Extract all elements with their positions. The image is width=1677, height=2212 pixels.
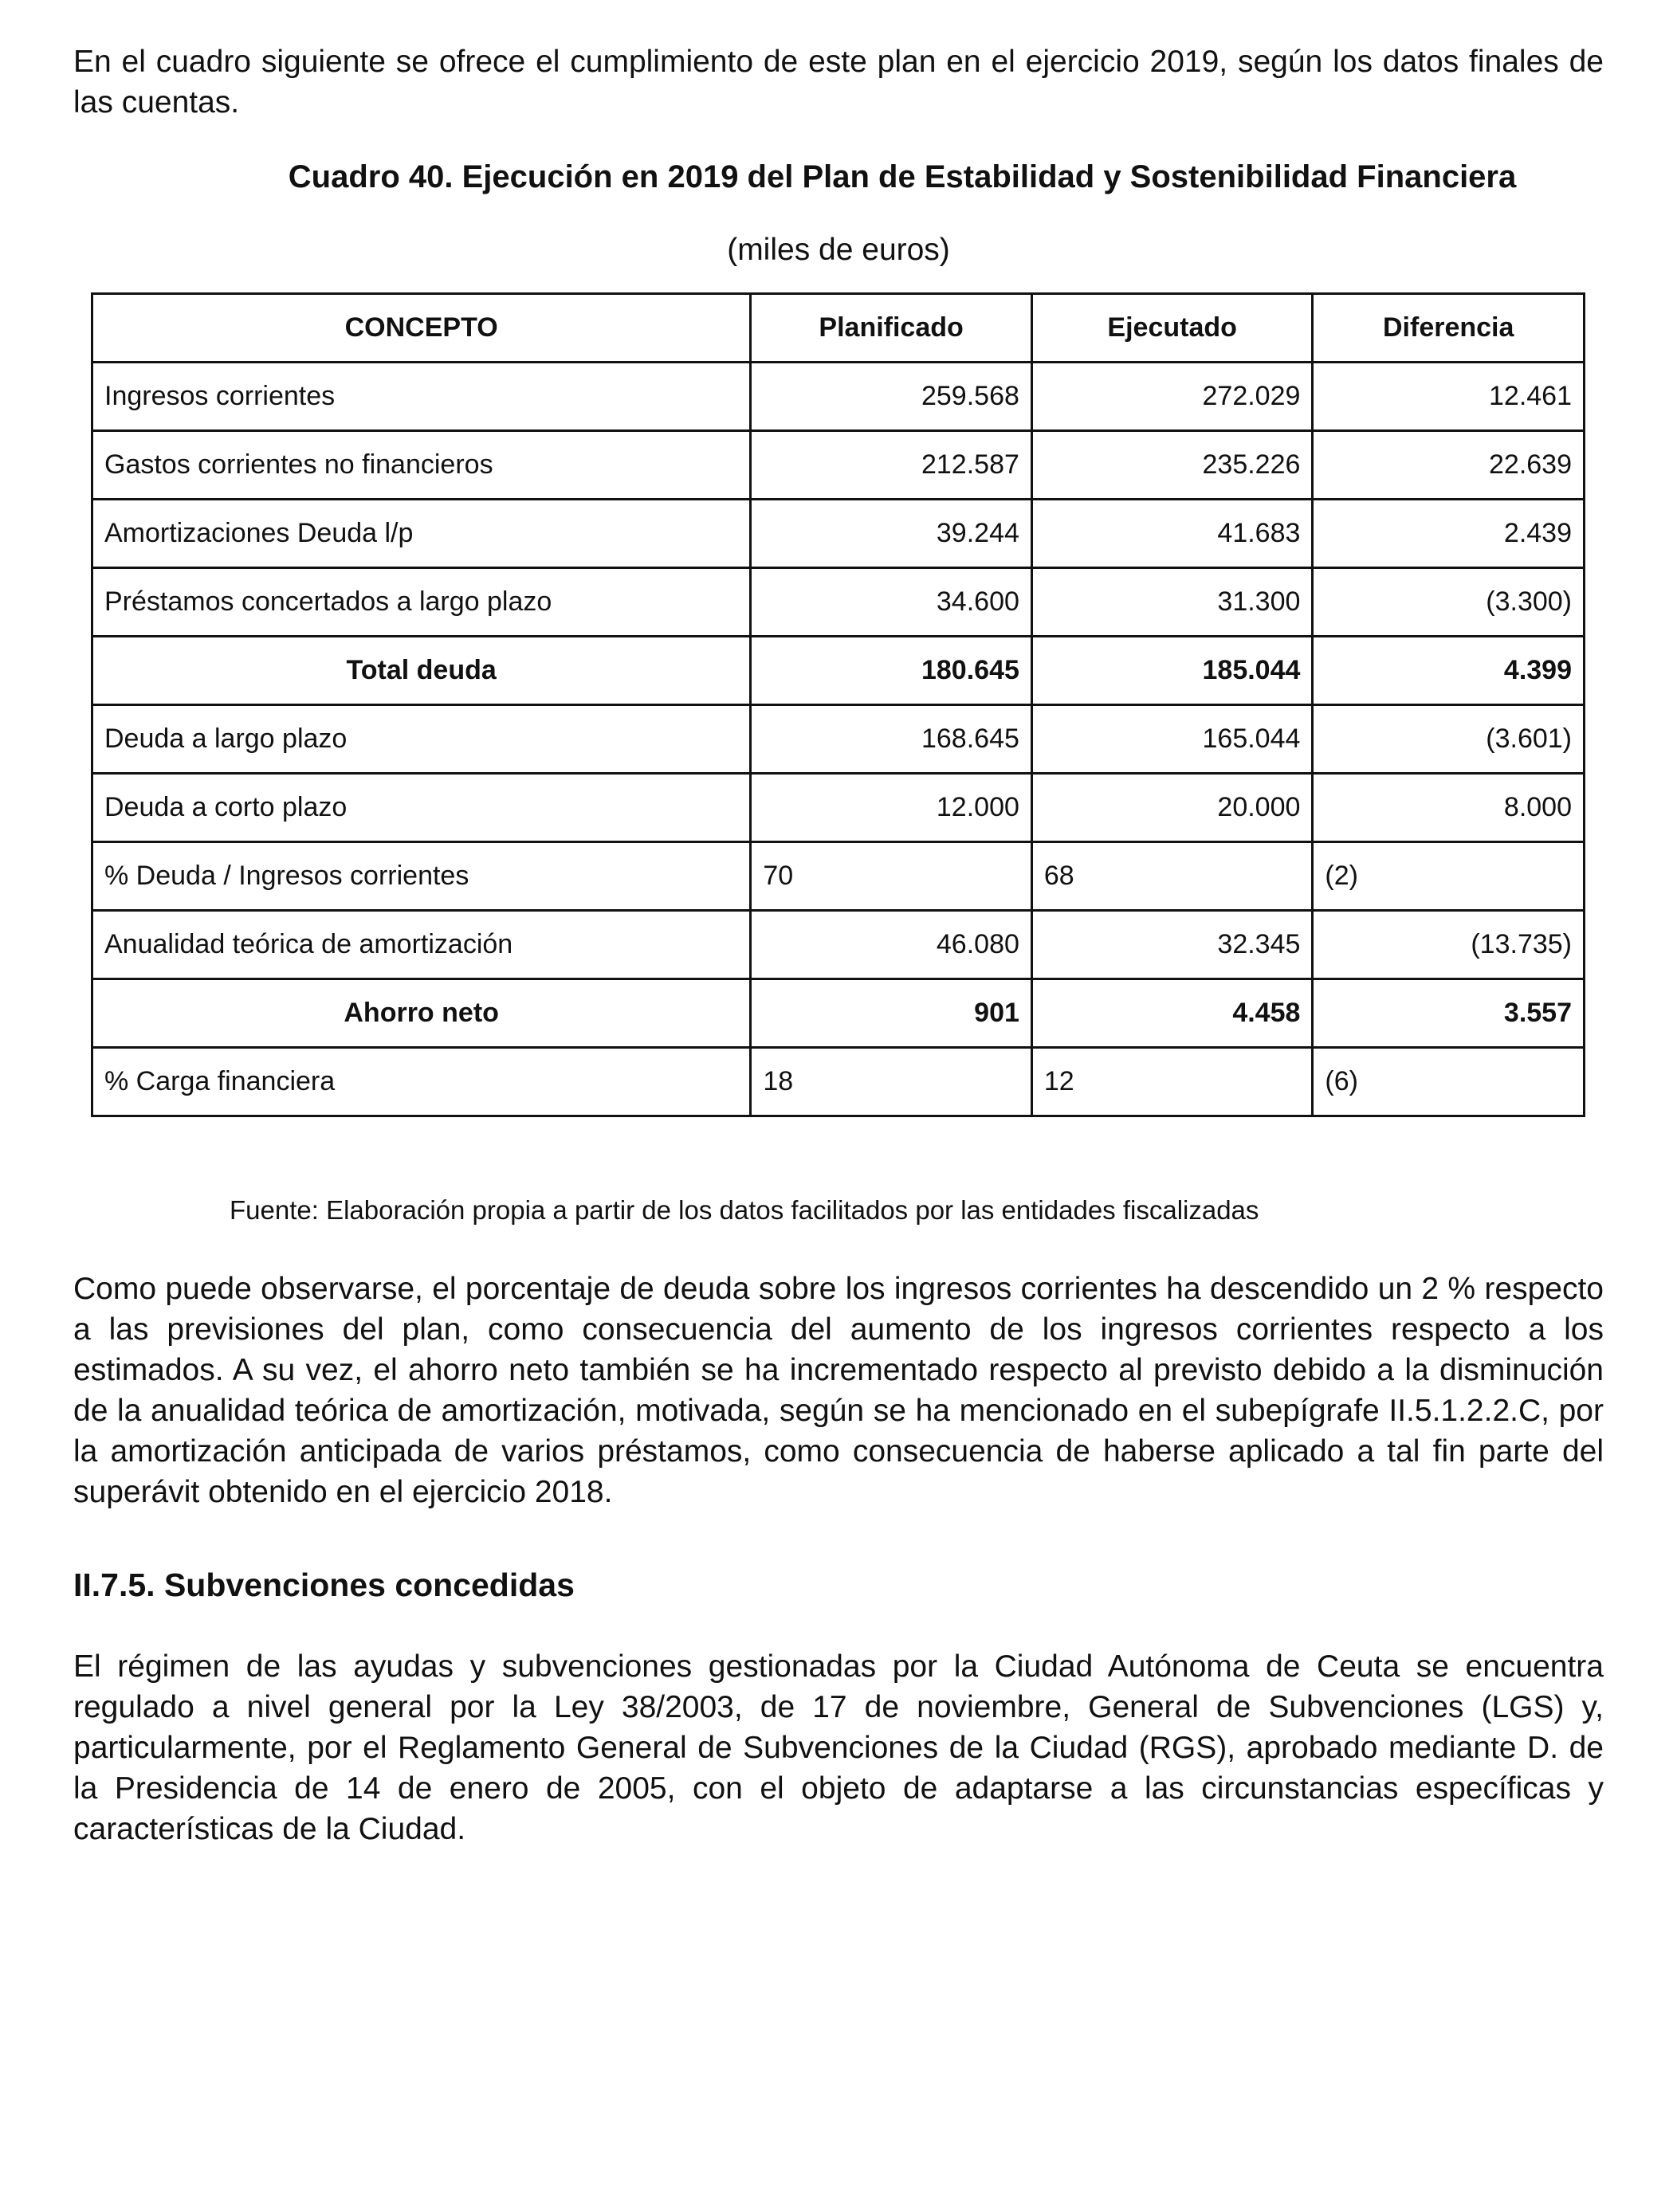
table-caption-text: Cuadro 40. Ejecución en 2019 del Plan de Estabilidad y Sostenibilidad Financiera (288, 159, 1517, 194)
row-diferencia: 12.461 (1313, 363, 1585, 431)
regimen-paragraph: El régimen de las ayudas y subvenciones gestionadas por la Ciudad Autónoma de Ceuta se encuentra regulado a nivel general por la Ley 38/2003, de 17 de noviembre, General de Subvenciones (LGS) y, particularmente, por el Reglamento General de Subvenciones de la Ciudad (RGS), aprobado mediante D. de la Presidencia de 14 de enero de 2005, con el objeto de adaptarse a las circunstancias específicas y características de la Ciudad. (73, 1649, 1604, 1846)
row-planificado: 259.568 (751, 363, 1032, 431)
table-row (92, 1048, 1585, 1116)
row-diferencia: 22.639 (1313, 431, 1585, 500)
table-row (92, 705, 1585, 774)
table-row-total (92, 637, 1585, 705)
row-planificado: 18 (751, 1048, 1032, 1116)
row-ejecutado: 12 (1031, 1048, 1313, 1116)
row-ejecutado: 32.345 (1031, 911, 1313, 979)
header-diferencia: Diferencia (1313, 294, 1585, 363)
row-planificado: 46.080 (751, 911, 1032, 979)
row-planificado: 168.645 (751, 705, 1032, 774)
header-planificado: Planificado (751, 294, 1032, 363)
table-units: (miles de euros) (727, 233, 950, 267)
row-concept: Amortizaciones Deuda l/p (92, 500, 751, 568)
row-diferencia: 4.399 (1313, 637, 1585, 705)
table-row-total (92, 979, 1585, 1048)
row-ejecutado: 20.000 (1031, 774, 1313, 842)
table-row (92, 500, 1585, 568)
table-row (92, 911, 1585, 979)
row-planificado: 901 (751, 979, 1032, 1048)
row-ejecutado: 165.044 (1031, 705, 1313, 774)
header-concepto: CONCEPTO (92, 294, 751, 363)
observation-paragraph: Como puede observarse, el porcentaje de deuda sobre los ingresos corrientes ha descendido un 2 % respecto a las previsiones del plan, como consecuencia del aumento de los ingresos corrientes respecto a los estimados. A su vez, el ahorro neto también se ha incrementado respecto al previsto debido a la disminución de la anualidad teórica de amortización, motivada, según se ha mencionado en el subepígrafe II.5.1.2.2.C, por la amortización anticipada de varios préstamos, como consecuencia de haberse aplicado a tal fin parte del superávit obtenido en el ejercicio 2018. (73, 1272, 1604, 1509)
row-ejecutado: 185.044 (1031, 637, 1313, 705)
table-row (92, 842, 1585, 911)
header-ejecutado: Ejecutado (1031, 294, 1313, 363)
table-row (92, 774, 1585, 842)
row-ejecutado: 4.458 (1031, 979, 1313, 1048)
row-diferencia: 3.557 (1313, 979, 1585, 1048)
row-diferencia: 2.439 (1313, 500, 1585, 568)
intro-paragraph: En el cuadro siguiente se ofrece el cumplimiento de este plan en el ejercicio 2019, según los datos finales de las cuentas. (73, 45, 1604, 120)
row-planificado: 180.645 (751, 637, 1032, 705)
table-row (92, 363, 1585, 431)
row-planificado: 70 (751, 842, 1032, 911)
row-diferencia: (13.735) (1313, 911, 1585, 979)
table-row (92, 431, 1585, 500)
row-diferencia: 8.000 (1313, 774, 1585, 842)
row-concept: Total deuda (92, 637, 751, 705)
row-ejecutado: 68 (1031, 842, 1313, 911)
row-concept: Gastos corrientes no financieros (92, 431, 751, 500)
row-planificado: 39.244 (751, 500, 1032, 568)
row-ejecutado: 272.029 (1031, 363, 1313, 431)
row-concept: Anualidad teórica de amortización (92, 911, 751, 979)
row-concept: Deuda a corto plazo (92, 774, 751, 842)
row-planificado: 212.587 (751, 431, 1032, 500)
row-diferencia: (2) (1313, 842, 1585, 911)
row-diferencia: (3.300) (1313, 568, 1585, 637)
row-concept: Ahorro neto (92, 979, 751, 1048)
plan-execution-table (91, 292, 1585, 1117)
row-concept: % Carga financiera (92, 1048, 751, 1116)
row-concept: % Deuda / Ingresos corrientes (92, 842, 751, 911)
row-diferencia: (6) (1313, 1048, 1585, 1116)
table-row (92, 568, 1585, 637)
section-heading: II.7.5. Subvenciones concedidas (73, 1567, 575, 1603)
row-concept: Préstamos concertados a largo plazo (92, 568, 751, 637)
row-planificado: 34.600 (751, 568, 1032, 637)
row-ejecutado: 41.683 (1031, 500, 1313, 568)
row-ejecutado: 235.226 (1031, 431, 1313, 500)
table-caption (73, 159, 1604, 195)
row-ejecutado: 31.300 (1031, 568, 1313, 637)
row-planificado: 12.000 (751, 774, 1032, 842)
row-diferencia: (3.601) (1313, 705, 1585, 774)
table-header-row (92, 294, 1585, 363)
table-source-note: Fuente: Elaboración propia a partir de los datos facilitados por las entidades fiscalizadas (230, 1195, 1259, 1225)
row-concept: Deuda a largo plazo (92, 705, 751, 774)
row-concept: Ingresos corrientes (92, 363, 751, 431)
